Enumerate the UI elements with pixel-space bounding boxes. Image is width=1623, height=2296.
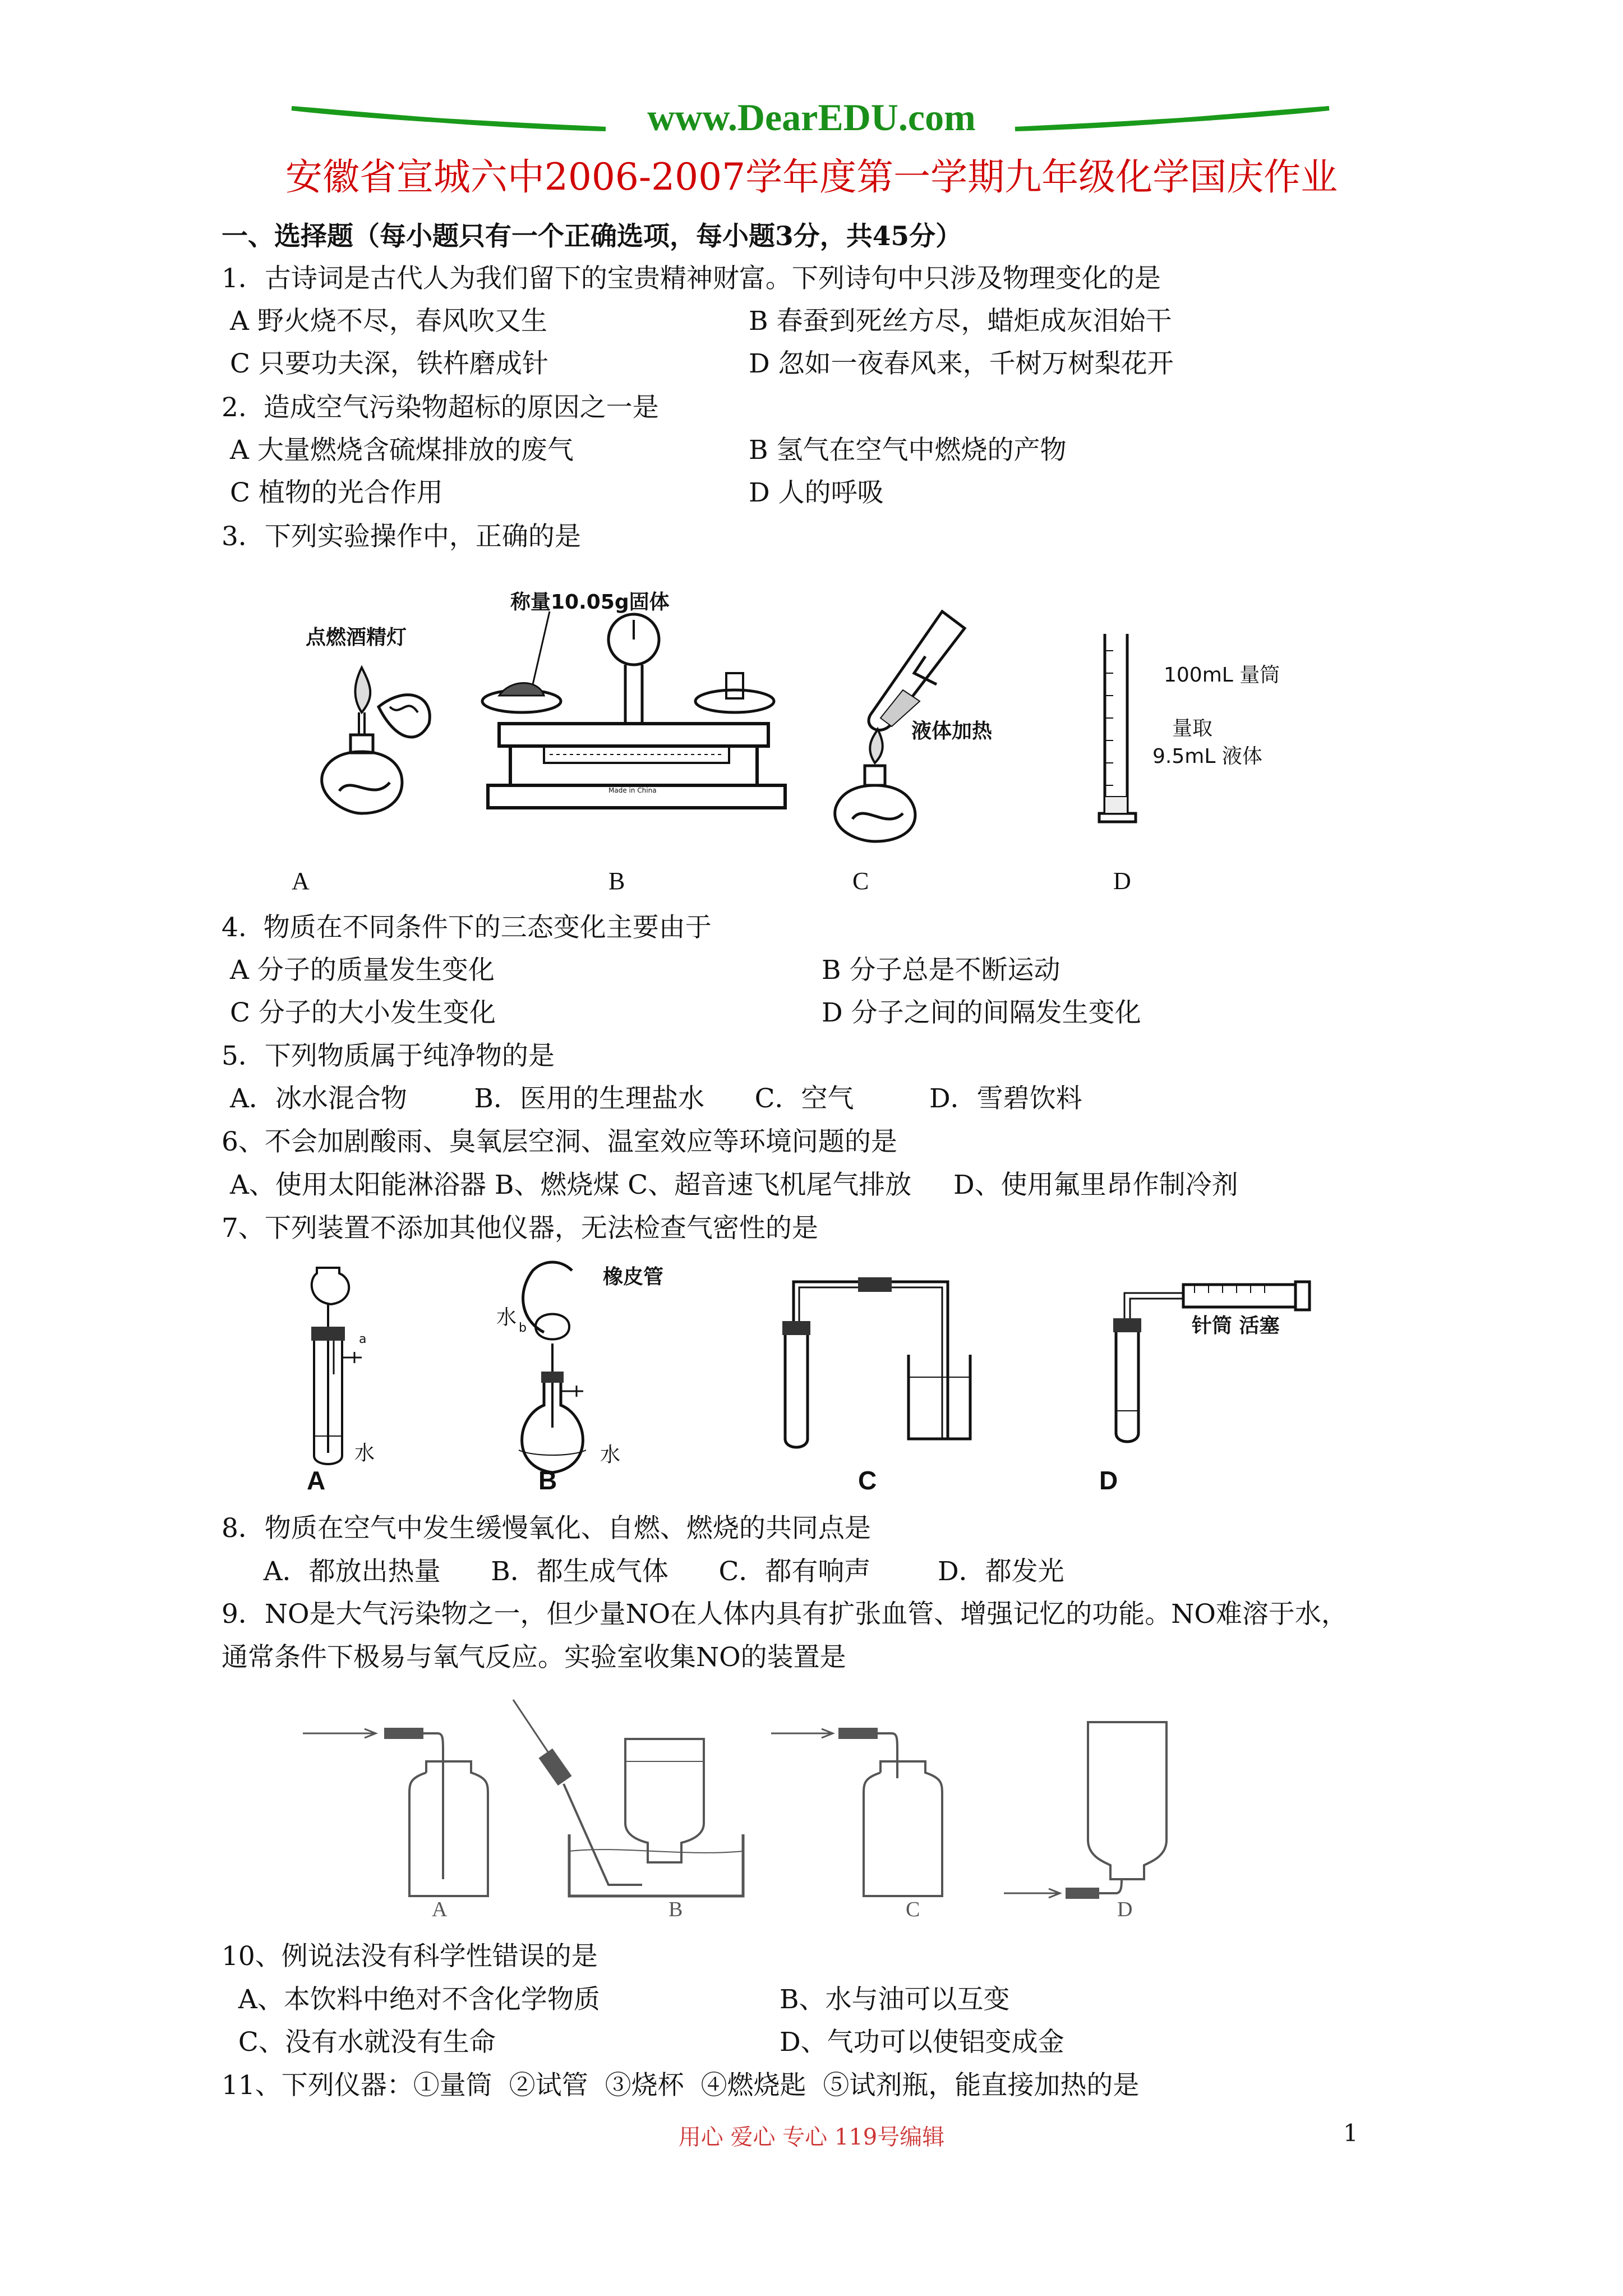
graduated-cylinder-icon [1094, 628, 1155, 830]
q10-option-b: B、水与油可以互变 [780, 1984, 1010, 2015]
q3-label-c: C [852, 867, 869, 895]
q6-options: A、使用太阳能淋浴器 B、燃烧煤 C、超音速飞机尾气排放 D、使用氟里昂作制冷剂 [222, 1170, 1238, 1200]
q3-label-b: B [608, 867, 625, 895]
section-heading: 一、选择题（每小题只有一个正确选项，每小题3分，共45分） [222, 221, 962, 252]
q3-label-a: A [292, 867, 310, 895]
q1-option-d: D 忽如一夜春风来，千树万树梨花开 [749, 348, 1174, 379]
q10-option-a: A、本饮料中绝对不含化学物质 [222, 1984, 600, 2015]
syringe-apparatus-icon [1082, 1271, 1318, 1450]
water-trough-b-icon [508, 1694, 743, 1907]
q10-option-c: C、没有水就没有生命 [222, 2027, 496, 2058]
q4-option-c: C 分子的大小发生变化 [222, 997, 496, 1028]
q7-a-water: 水 [354, 1442, 375, 1465]
q7-a-small: a [359, 1332, 367, 1346]
q3-b-note: 称量10.05g固体 [510, 591, 670, 614]
balance-icon [477, 606, 813, 830]
logo-text: www.DearEDU.com [647, 96, 976, 139]
q1-option-b: B 春蚕到死丝方尽，蜡炬成灰泪始干 [749, 306, 1172, 337]
q9-label-c: C [906, 1898, 920, 1921]
q4-option-a: A 分子的质量发生变化 [222, 955, 495, 986]
q7-label-b: B [538, 1466, 557, 1495]
q7-b-water: 水 [496, 1306, 517, 1329]
q3-c-note: 液体加热 [911, 720, 993, 743]
logo-swoosh-right [1015, 104, 1329, 137]
q9-label-d: D [1117, 1898, 1133, 1921]
q4-option-d: D 分子之间的间隔发生变化 [822, 997, 1141, 1028]
q8-stem: 8．物质在空气中发生缓慢氧化、自燃、燃烧的共同点是 [222, 1513, 871, 1544]
alcohol-lamp-icon [306, 662, 440, 819]
inverted-bottle-d-icon [1004, 1717, 1172, 1902]
q3-label-d: D [1113, 867, 1131, 895]
long-neck-funnel-apparatus-icon [292, 1262, 393, 1470]
q9-label-b: B [668, 1898, 683, 1921]
q7-label-d: D [1099, 1466, 1118, 1495]
q2-option-d: D 人的呼吸 [749, 477, 884, 508]
q1-option-c: C 只要功夫深，铁杵磨成针 [222, 348, 548, 379]
q8-options: A．都放出热量 B．都生成气体 C．都有响声 D．都发光 [222, 1556, 1064, 1587]
q1-stem: 1．古诗词是古代人为我们留下的宝贵精神财富。下列诗句中只涉及物理变化的是 [222, 263, 1161, 294]
q5-stem: 5．下列物质属于纯净物的是 [222, 1041, 555, 1071]
q3-stem: 3．下列实验操作中，正确的是 [222, 521, 581, 552]
q2-option-c: C 植物的光合作用 [222, 477, 443, 508]
footer-text: 用心 爱心 专心 119号编辑 [678, 2124, 945, 2150]
q1-option-a: A 野火烧不尽，春风吹又生 [222, 306, 547, 337]
q7-tube-note: 橡皮管 [603, 1266, 664, 1289]
q3-d-note1: 100mL 量筒 [1164, 664, 1280, 687]
q6-stem: 6、不会加剧酸雨、臭氧层空洞、温室效应等环境问题的是 [222, 1126, 897, 1157]
q7-b-water2: 水 [600, 1443, 621, 1466]
q3-b-small: Made in China [608, 786, 657, 794]
q11-stem: 11、下列仪器：①量筒 ②试管 ③烧杯 ④燃烧匙 ⑤试剂瓶，能直接加热的是 [222, 2070, 1140, 2101]
q3-d-note3: 9.5mL 液体 [1152, 745, 1262, 768]
q4-option-b: B 分子总是不断运动 [822, 955, 1061, 986]
q3-d-note2: 量取 [1172, 717, 1213, 740]
page-number: 1 [1343, 2119, 1358, 2147]
q10-stem: 10、例说法没有科学性错误的是 [222, 1941, 598, 1972]
q2-stem: 2. 造成空气污染物超标的原因之一是 [222, 392, 659, 423]
q4-stem: 4. 物质在不同条件下的三态变化主要由于 [222, 912, 712, 943]
q7-syringe-note: 针筒 活塞 [1192, 1314, 1280, 1337]
gas-bottle-a-icon [303, 1717, 482, 1902]
q9-stem-1: 9．NO是大气污染物之一，但少量NO在人体内具有扩张血管、增强记忆的功能。NO难溶于水， [222, 1599, 1348, 1630]
q7-label-c: C [858, 1466, 877, 1495]
q5-options: A．冰水混合物 B．医用的生理盐水 C．空气 D．雪碧饮料 [222, 1083, 1082, 1114]
q9-label-a: A [432, 1898, 448, 1921]
page-title: 安徽省宣城六中2006-2007学年度第一学期九年级化学国庆作业 [285, 155, 1338, 199]
q7-stem: 7、下列装置不添加其他仪器，无法检查气密性的是 [222, 1213, 818, 1244]
q7-label-a: A [307, 1466, 326, 1495]
q2-option-b: B 氢气在空气中燃烧的产物 [749, 435, 1067, 466]
q2-option-a: A 大量燃烧含硫煤排放的废气 [222, 435, 574, 466]
test-tube-beaker-apparatus-icon [768, 1271, 970, 1450]
gas-bottle-c-icon [771, 1717, 951, 1902]
q9-stem-2: 通常条件下极易与氧气反应。实验室收集NO的装置是 [222, 1642, 846, 1673]
q7-b-small: b [519, 1321, 527, 1335]
q3-a-note: 点燃酒精灯 [306, 626, 407, 649]
q10-option-d: D、气功可以使铝变成金 [780, 2027, 1064, 2058]
